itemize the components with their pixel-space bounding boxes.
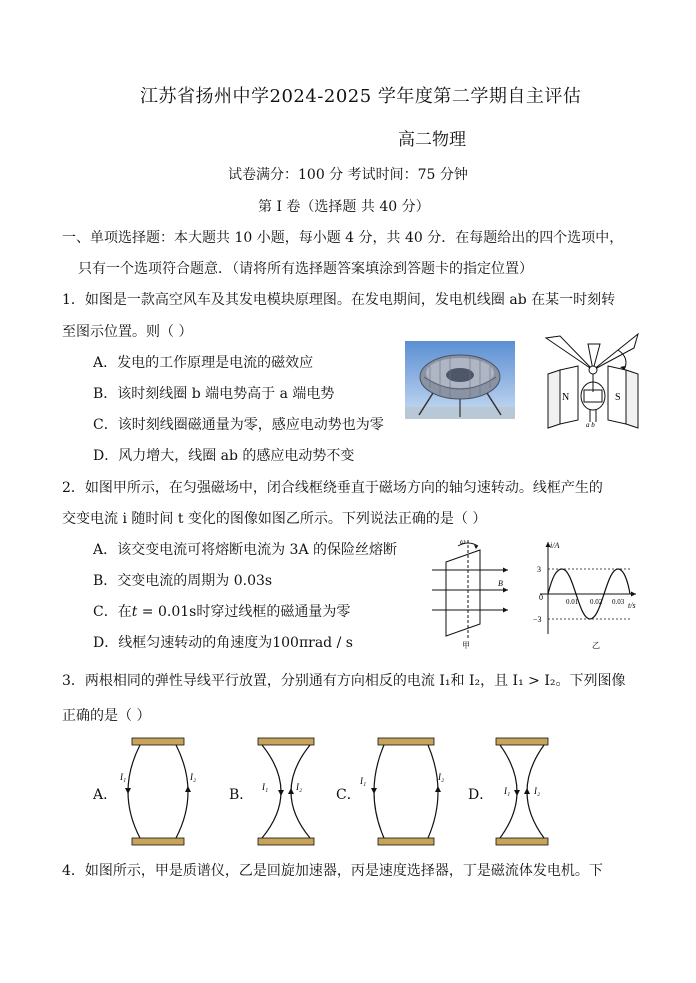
q2-fig-yi-current-graph — [532, 538, 644, 650]
q2-option-d: D．线框匀速转动的角速度为100πrad / s — [93, 635, 353, 651]
q4-stem-line1: 4．如图所示，甲是质谱仪，乙是回旋加速器，丙是速度选择器，丁是磁流体发电机。下 — [62, 863, 603, 879]
q3-option-d-label: D． — [468, 787, 494, 803]
svg-text:I₂: I₂ — [296, 782, 303, 792]
q2-option-a: A．该交变电流可将熔断电流为 3A 的保险丝熔断 — [93, 542, 398, 558]
chart-ytick-pos: 3 — [537, 565, 541, 574]
q1-stem-line2: 至图示位置。则（ ） — [62, 324, 193, 340]
svg-text:I₁: I₁ — [504, 786, 511, 796]
fig-jia-caption: 甲 — [462, 641, 470, 650]
svg-text:I₁: I₁ — [262, 782, 269, 792]
q3-stem-line2: 正确的是（ ） — [62, 708, 151, 724]
q1-option-a: A．发电的工作原理是电流的磁效应 — [93, 355, 314, 371]
part-heading: 第 I 卷（选择题 共 40 分） — [258, 199, 430, 215]
exam-info: 试卷满分：100 分 考试时间：75 分钟 — [228, 167, 468, 183]
chart-origin: 0 — [539, 593, 543, 602]
fig-yi-caption: 乙 — [592, 641, 600, 650]
q2-option-b: B．交变电流的周期为 0.03s — [93, 573, 273, 589]
q3-option-c-diagram — [360, 736, 458, 848]
svg-text:I₂: I₂ — [190, 772, 197, 782]
svg-text:I₁: I₁ — [120, 772, 127, 782]
q2-option-c: C．在t = 0.01s时穿过线框的磁通量为零 — [93, 604, 351, 620]
q2-fig-jia-frame-diagram — [428, 538, 520, 650]
chart-xtick-1: 0.01 — [566, 598, 579, 606]
q3-option-a-label: A． — [93, 787, 118, 803]
q3-option-b-diagram — [252, 736, 322, 848]
magnet-n-label: N — [562, 392, 570, 403]
svg-text:I₂: I₂ — [438, 772, 445, 782]
svg-text:I₂: I₂ — [534, 786, 541, 796]
magnet-s-label: S — [615, 392, 621, 403]
b-field-label: B — [498, 579, 503, 588]
coil-ab-label: a b — [586, 421, 595, 429]
q3-option-a-diagram — [118, 736, 200, 848]
q3-option-c-label: C． — [336, 787, 361, 803]
q3-option-d-diagram — [490, 736, 556, 848]
section-instructions-line2: 只有一个选项符合题意．（请将所有选择题答案填涂到答题卡的指定位置） — [78, 261, 533, 277]
q2-stem-line2: 交变电流 i 随时间 t 变化的图像如图乙所示。下列说法正确的是（ ） — [62, 511, 487, 527]
q3-option-b-label: B． — [229, 787, 254, 803]
svg-text:I₁: I₁ — [360, 776, 367, 786]
q1-generator-diagram — [538, 330, 650, 430]
section-instructions-line1: 一、单项选择题：本大题共 10 小题，每小题 4 分，共 40 分．在每题给出的四个选项中， — [62, 230, 624, 246]
q1-option-c: C．该时刻线圈磁通量为零，感应电动势也为零 — [93, 417, 384, 433]
q2-stem-line1: 2．如图甲所示，在匀强磁场中，闭合线框绕垂直于磁场方向的轴匀速转动。线框产生的 — [62, 480, 603, 496]
chart-ytick-neg: −3 — [533, 615, 542, 624]
exam-title: 江苏省扬州中学2024-2025 学年度第二学期自主评估 — [140, 86, 582, 107]
q1-wind-turbine-photo — [405, 341, 515, 419]
chart-ylabel: i/A — [550, 541, 560, 550]
subject-title: 高二物理 — [398, 130, 466, 150]
q1-option-d: D．风力增大，线圈 ab 的感应电动势不变 — [93, 448, 355, 464]
chart-xtick-3: 0.03 — [612, 598, 625, 606]
chart-xtick-2: 0.02 — [590, 598, 603, 606]
omega-label: ω — [460, 538, 466, 546]
q1-option-b: B．该时刻线圈 b 端电势高于 a 端电势 — [93, 386, 335, 402]
q1-stem-line1: 1．如图是一款高空风车及其发电模块原理图。在发电期间，发电机线圈 ab 在某一时刻转 — [62, 292, 616, 308]
q3-stem-line1: 3．两根相同的弹性导线平行放置，分别通有方向相反的电流 I₁和 I₂，且 I₁ > I₂。下列图像 — [62, 673, 626, 689]
chart-xlabel: t/s — [628, 601, 636, 610]
